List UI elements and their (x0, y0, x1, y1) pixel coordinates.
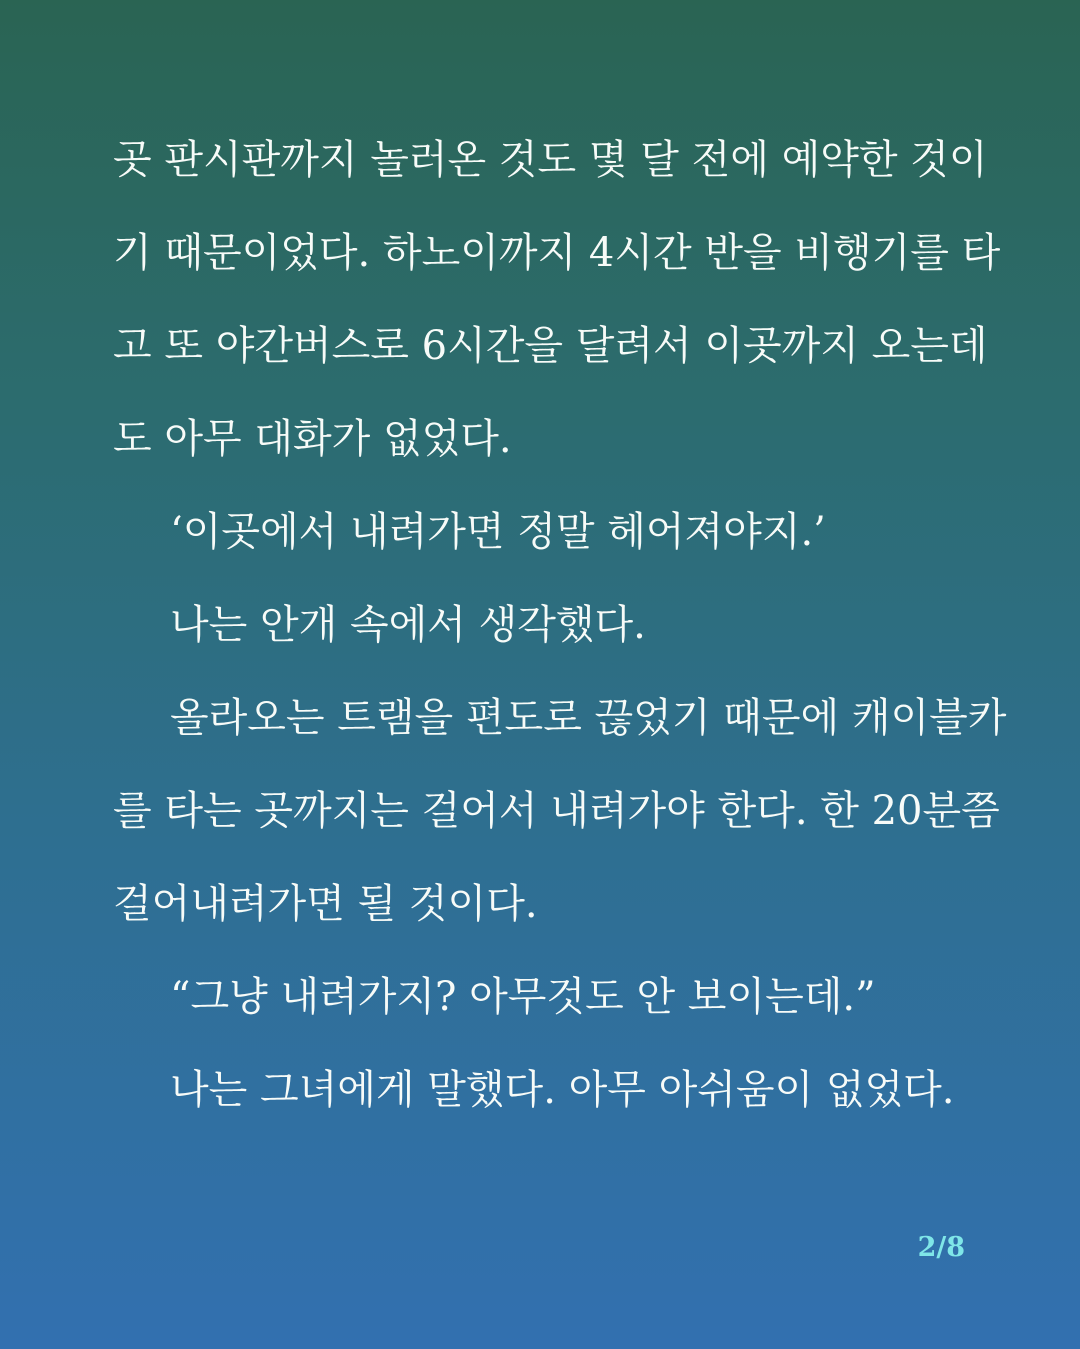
paragraph-line: 나는 그녀에게 말했다. 아무 아쉬움이 없었다. (170, 1067, 955, 1113)
dialogue-line: “그냥 내려가지? 아무것도 안 보이는데.” (170, 974, 876, 1020)
paragraph-line: 를 타는 곳까지는 걸어서 내려가야 한다. 한 20분쯤 (113, 788, 1000, 834)
paragraph-line: 곳 판시판까지 놀러온 것도 몇 달 전에 예약한 것이 (113, 137, 988, 183)
paragraph-line: 나는 안개 속에서 생각했다. (170, 602, 646, 648)
paragraph-line: 올라오는 트램을 편도로 끊었기 때문에 캐이블카 (170, 695, 1007, 741)
paragraph-line: 고 또 야간버스로 6시간을 달려서 이곳까지 오는데 (113, 323, 988, 369)
paragraph-line: 도 아무 대화가 없었다. (113, 416, 512, 462)
paragraph-line: 기 때문이었다. 하노이까지 4시간 반을 비행기를 타 (113, 230, 1001, 276)
page-indicator: 2/8 (917, 1232, 965, 1263)
dialogue-line: ‘이곳에서 내려가면 정말 헤어져야지.’ (170, 509, 826, 555)
paragraph-line: 걸어내려가면 될 것이다. (113, 881, 538, 927)
